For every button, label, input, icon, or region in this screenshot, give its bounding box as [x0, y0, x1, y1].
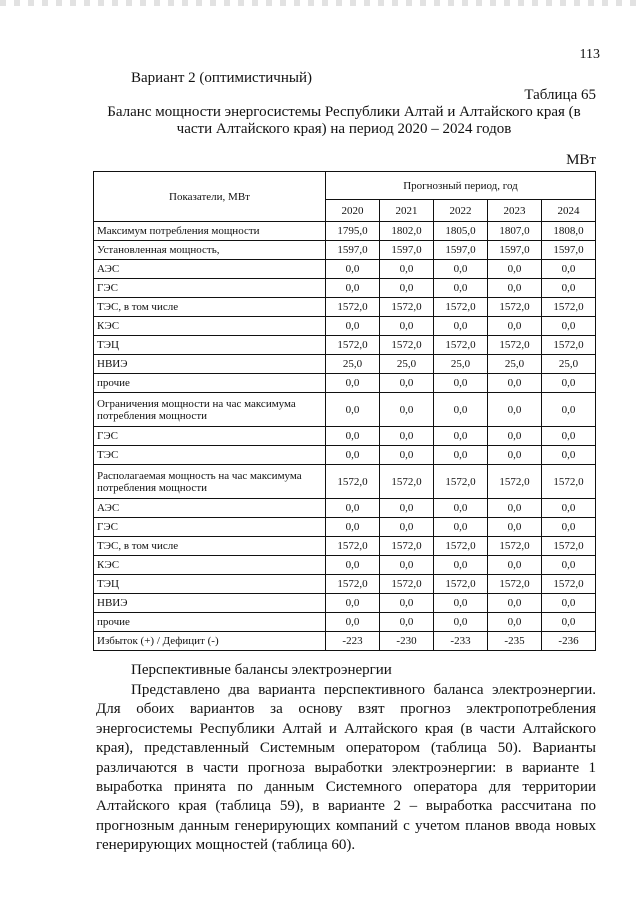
value-cell: 0,0 — [326, 393, 380, 427]
table-row — [94, 594, 596, 613]
value-cell: 1572,0 — [380, 298, 434, 317]
table-row — [94, 241, 596, 260]
table-row — [94, 575, 596, 594]
value-cell: 0,0 — [488, 556, 542, 575]
period-header: Прогнозный период, год — [326, 172, 596, 200]
row-label: НВИЭ — [94, 355, 326, 374]
row-label: ГЭС — [94, 518, 326, 537]
year-header: 2022 — [434, 200, 488, 222]
row-label: Располагаемая мощность на час максимума потребления мощности — [94, 465, 326, 499]
value-cell: 0,0 — [326, 499, 380, 518]
value-cell: 0,0 — [488, 393, 542, 427]
table-row — [94, 279, 596, 298]
value-cell: 0,0 — [542, 317, 596, 336]
value-cell: 0,0 — [434, 446, 488, 465]
value-cell: 1572,0 — [434, 465, 488, 499]
value-cell: 0,0 — [434, 613, 488, 632]
value-cell: -235 — [488, 632, 542, 651]
table-row — [94, 632, 596, 651]
value-cell: 25,0 — [542, 355, 596, 374]
table-row — [94, 374, 596, 393]
value-cell: 25,0 — [326, 355, 380, 374]
value-cell: 1572,0 — [380, 575, 434, 594]
value-cell: 1572,0 — [542, 575, 596, 594]
value-cell: 1808,0 — [542, 222, 596, 241]
year-header: 2024 — [542, 200, 596, 222]
value-cell: 0,0 — [488, 260, 542, 279]
value-cell: 0,0 — [542, 427, 596, 446]
value-cell: 0,0 — [488, 594, 542, 613]
value-cell: 0,0 — [542, 499, 596, 518]
value-cell: 0,0 — [434, 279, 488, 298]
value-cell: 1597,0 — [542, 241, 596, 260]
table-row — [94, 222, 596, 241]
table-row — [94, 355, 596, 374]
value-cell: 1572,0 — [488, 537, 542, 556]
table-row — [94, 556, 596, 575]
value-cell: 0,0 — [434, 427, 488, 446]
value-cell: 0,0 — [326, 427, 380, 446]
power-balance-table — [93, 171, 596, 651]
year-header: 2023 — [488, 200, 542, 222]
value-cell: 25,0 — [488, 355, 542, 374]
value-cell: 1572,0 — [380, 336, 434, 355]
table-row — [94, 518, 596, 537]
value-cell: 0,0 — [380, 393, 434, 427]
value-cell: -230 — [380, 632, 434, 651]
row-label: ТЭС — [94, 446, 326, 465]
row-label: ТЭЦ — [94, 575, 326, 594]
value-cell: 1572,0 — [434, 336, 488, 355]
table-number: Таблица 65 — [524, 87, 596, 103]
row-label: ГЭС — [94, 427, 326, 446]
row-label: ТЭС, в том числе — [94, 298, 326, 317]
table-row — [94, 537, 596, 556]
value-cell: 0,0 — [434, 393, 488, 427]
value-cell: 0,0 — [488, 499, 542, 518]
row-label: АЭС — [94, 260, 326, 279]
table-row — [94, 393, 596, 427]
value-cell: 1572,0 — [326, 298, 380, 317]
value-cell: 0,0 — [542, 393, 596, 427]
value-cell: 1572,0 — [326, 465, 380, 499]
value-cell: 0,0 — [488, 446, 542, 465]
unit-label: МВт — [566, 152, 596, 168]
value-cell: 1572,0 — [326, 537, 380, 556]
value-cell: 0,0 — [488, 279, 542, 298]
value-cell: 1597,0 — [326, 241, 380, 260]
value-cell: 1572,0 — [434, 575, 488, 594]
row-label: прочие — [94, 374, 326, 393]
row-label: Установленная мощность, — [94, 241, 326, 260]
value-cell: 25,0 — [380, 355, 434, 374]
value-cell: 0,0 — [326, 556, 380, 575]
row-label: ГЭС — [94, 279, 326, 298]
value-cell: 0,0 — [434, 556, 488, 575]
value-cell: 0,0 — [380, 499, 434, 518]
value-cell: 0,0 — [542, 260, 596, 279]
row-label: Избыток (+) / Дефицит (-) — [94, 632, 326, 651]
value-cell: 0,0 — [380, 317, 434, 336]
year-header: 2021 — [380, 200, 434, 222]
table-row — [94, 446, 596, 465]
value-cell: 0,0 — [542, 279, 596, 298]
value-cell: 0,0 — [488, 613, 542, 632]
value-cell: 0,0 — [542, 613, 596, 632]
value-cell: 1572,0 — [380, 465, 434, 499]
value-cell: 0,0 — [488, 317, 542, 336]
value-cell: 0,0 — [380, 260, 434, 279]
value-cell: 0,0 — [542, 518, 596, 537]
value-cell: 1807,0 — [488, 222, 542, 241]
value-cell: 0,0 — [380, 613, 434, 632]
value-cell: 0,0 — [380, 427, 434, 446]
value-cell: 0,0 — [326, 613, 380, 632]
value-cell: 1572,0 — [542, 336, 596, 355]
value-cell: 0,0 — [488, 427, 542, 446]
value-cell: 0,0 — [542, 594, 596, 613]
year-header: 2020 — [326, 200, 380, 222]
value-cell: 0,0 — [434, 518, 488, 537]
value-cell: 0,0 — [434, 374, 488, 393]
table-row — [94, 499, 596, 518]
table-row — [94, 298, 596, 317]
value-cell: 0,0 — [380, 446, 434, 465]
row-label: ТЭЦ — [94, 336, 326, 355]
variant-heading: Вариант 2 (оптимистичный) — [131, 70, 312, 86]
value-cell: -233 — [434, 632, 488, 651]
value-cell: 1572,0 — [326, 575, 380, 594]
value-cell: 1795,0 — [326, 222, 380, 241]
table-row — [94, 317, 596, 336]
value-cell: 1802,0 — [380, 222, 434, 241]
table-row — [94, 465, 596, 499]
scan-artifact-strip — [0, 0, 640, 6]
value-cell: 1572,0 — [434, 298, 488, 317]
value-cell: 1572,0 — [380, 537, 434, 556]
row-label: Ограничения мощности на час максимума потребления мощности — [94, 393, 326, 427]
value-cell: 0,0 — [488, 374, 542, 393]
table-row — [94, 427, 596, 446]
value-cell: 1805,0 — [434, 222, 488, 241]
value-cell: 1572,0 — [542, 465, 596, 499]
value-cell: 0,0 — [326, 374, 380, 393]
table-row — [94, 336, 596, 355]
row-label: КЭС — [94, 556, 326, 575]
value-cell: 0,0 — [380, 594, 434, 613]
value-cell: 0,0 — [542, 556, 596, 575]
value-cell: 1572,0 — [488, 336, 542, 355]
value-cell: 1572,0 — [434, 537, 488, 556]
value-cell: -223 — [326, 632, 380, 651]
value-cell: 0,0 — [380, 374, 434, 393]
value-cell: 0,0 — [434, 594, 488, 613]
value-cell: 0,0 — [542, 446, 596, 465]
value-cell: 0,0 — [380, 279, 434, 298]
value-cell: 1572,0 — [488, 298, 542, 317]
value-cell: 1597,0 — [434, 241, 488, 260]
value-cell: 0,0 — [434, 317, 488, 336]
row-label: КЭС — [94, 317, 326, 336]
row-label: ТЭС, в том числе — [94, 537, 326, 556]
indicator-header: Показатели, МВт — [94, 172, 326, 222]
value-cell: 1597,0 — [380, 241, 434, 260]
value-cell: 0,0 — [326, 260, 380, 279]
row-label: прочие — [94, 613, 326, 632]
value-cell: 0,0 — [326, 446, 380, 465]
value-cell: 25,0 — [434, 355, 488, 374]
row-label: Максимум потребления мощности — [94, 222, 326, 241]
value-cell: 1572,0 — [326, 336, 380, 355]
value-cell: 1572,0 — [488, 465, 542, 499]
value-cell: 0,0 — [326, 594, 380, 613]
page-number: 113 — [579, 47, 600, 62]
value-cell: 0,0 — [380, 556, 434, 575]
section-title: Перспективные балансы электроэнергии — [131, 662, 392, 678]
value-cell: 0,0 — [434, 260, 488, 279]
value-cell: 0,0 — [326, 279, 380, 298]
value-cell: 0,0 — [434, 499, 488, 518]
row-label: АЭС — [94, 499, 326, 518]
value-cell: -236 — [542, 632, 596, 651]
row-label: НВИЭ — [94, 594, 326, 613]
value-cell: 1597,0 — [488, 241, 542, 260]
table-row — [94, 260, 596, 279]
value-cell: 0,0 — [488, 518, 542, 537]
value-cell: 1572,0 — [488, 575, 542, 594]
table-caption: Баланс мощности энергосистемы Республики Алтай и Алтайского края (в части Алтайского края) на период 2020 – 2024 годов — [107, 104, 581, 137]
value-cell: 0,0 — [326, 518, 380, 537]
value-cell: 1572,0 — [542, 298, 596, 317]
value-cell: 0,0 — [380, 518, 434, 537]
table-body — [94, 222, 596, 651]
value-cell: 1572,0 — [542, 537, 596, 556]
body-paragraph: Представлено два варианта перспективного баланса электроэнергии. Для обоих вариантов за основу взят прогноз электропотребления энергосистемы Республики Алтай и Алтайского края (в части Алтайского края), представленный Системным оператором (таблица 50). Варианты различаются в части прогноза выработки электроэнергии: в варианте 1 выработка принята по данным Системного оператора для территории Алтайского края (таблица 59), в варианте 2 – выработка рассчитана по прогнозным данным генерирующих компаний с учетом планов ввода новых генерирующих мощностей (таблица 60). — [96, 682, 596, 854]
value-cell: 0,0 — [542, 374, 596, 393]
value-cell: 0,0 — [326, 317, 380, 336]
table-row — [94, 613, 596, 632]
